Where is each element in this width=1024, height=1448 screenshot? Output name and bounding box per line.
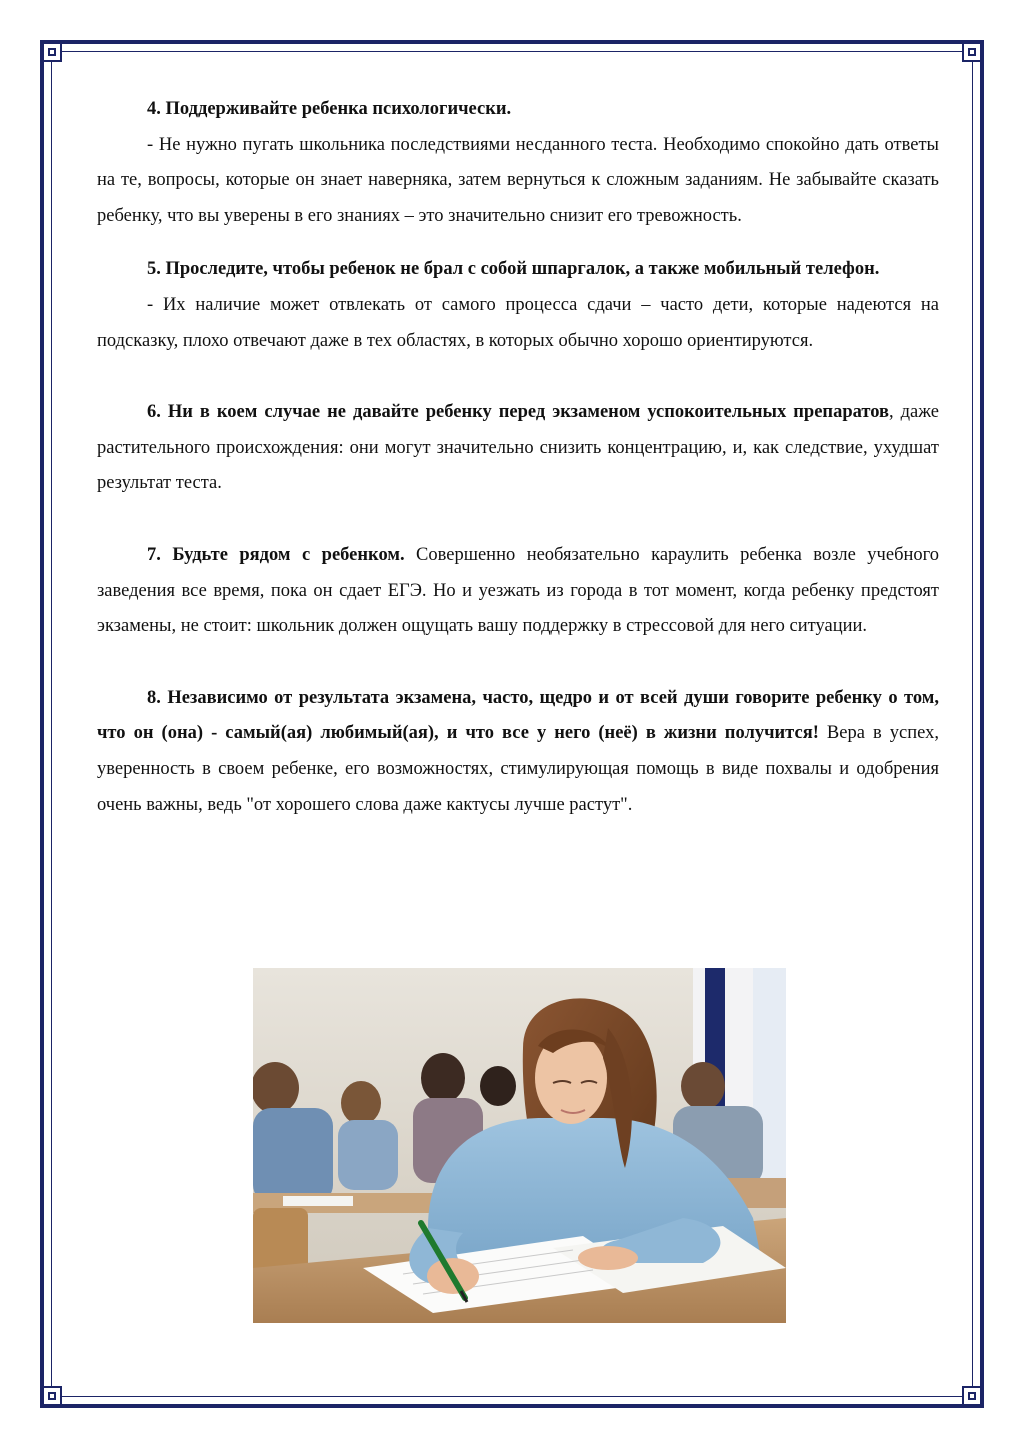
section-8-heading: 8. Независимо от результата экзамена, часто, щедро и от всей души говорите ребенку о том, что он (она) - самый(ая) любимый(ая), и что все у него (неё) в жизни получится! <box>97 687 939 744</box>
section-8-body: Вера в успех, уверенность в своем ребенке, его возможностях, стимулирующая помощь в виде похвалы и одобрения очень важны, ведь "от хорошего слова даже кактусы лучше растут". <box>97 723 940 815</box>
section-7-heading: 7. Будьте рядом с ребенком. <box>147 544 405 565</box>
section-5-heading: 5. Проследите, чтобы ребенок не брал с собой шпаргалок, а также мобильный телефон. <box>147 259 880 280</box>
section-8 <box>97 681 939 823</box>
exam-photo <box>253 968 786 1323</box>
document-body <box>97 92 939 823</box>
frame-corner-top-right <box>962 42 982 62</box>
frame-corner-bottom-left <box>42 1386 62 1406</box>
frame-corner-top-left <box>42 42 62 62</box>
section-7-body: Совершенно необязательно караулить ребенка возле учебного заведения все время, пока он сдает ЕГЭ. Но и уезжать из города в тот момент, когда ребенку предстоят экзамены, не стоит: школьник должен ощущать вашу поддержку в стрессовой для него ситуации. <box>97 544 940 637</box>
frame-corner-bottom-right <box>962 1386 982 1406</box>
section-6-heading: 6. Ни в коем случае не давайте ребенку перед экзаменом успокоительных препаратов <box>147 402 889 423</box>
section-6 <box>97 395 939 502</box>
section-5-body: - Их наличие может отвлекать от самого процесса сдачи – часто дети, которые надеются на подсказку, плохо отвечают даже в тех областях, в которых обычно хорошо ориентируются. <box>97 294 939 351</box>
section-4-heading: 4. Поддерживайте ребенка психологически. <box>147 99 512 119</box>
section-7 <box>97 538 939 645</box>
section-6-body: , даже растительного происхождения: они могут значительно снизить концентрацию, и, как следствие, ухудшат результат теста. <box>97 402 939 494</box>
section-4-body: - Не нужно пугать школьника последствиями несданного теста. Необходимо спокойно дать ответы на те, вопросы, которые он знает наверняка, затем вернуться к сложным заданиям. Не забывайте сказать ребенку, что вы уверены в его знаниях – это значительно снизит его тревожность. <box>97 134 939 226</box>
